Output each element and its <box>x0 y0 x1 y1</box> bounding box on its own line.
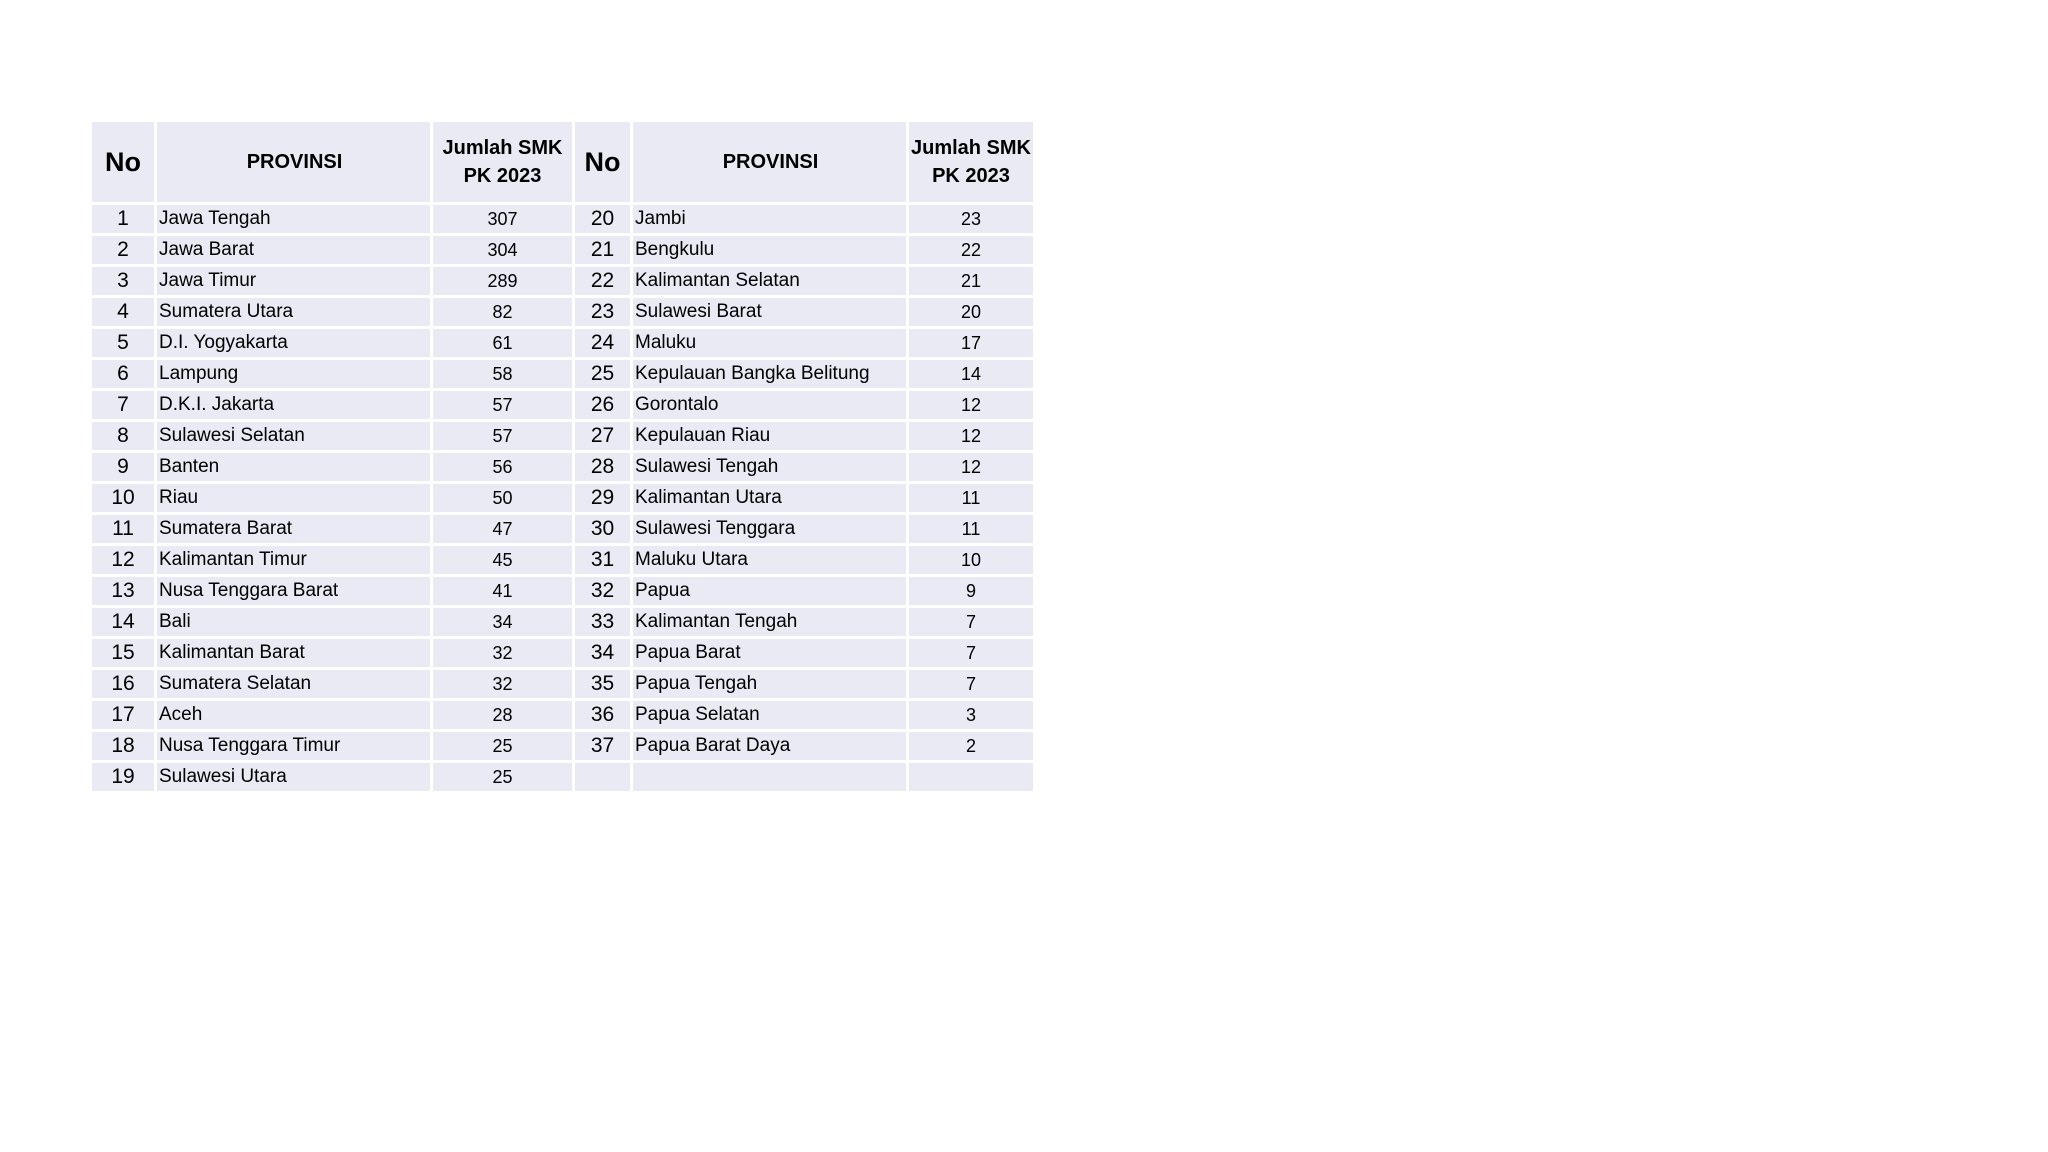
smk-count: 56 <box>433 453 572 481</box>
row-number: 28 <box>575 453 630 481</box>
table-row <box>92 267 1033 295</box>
smk-count: 7 <box>909 639 1033 667</box>
province-name <box>633 763 906 791</box>
row-number: 2 <box>92 236 154 264</box>
header-jumlah-left <box>433 122 572 202</box>
smk-count: 28 <box>433 701 572 729</box>
header-no-left: No <box>92 122 154 202</box>
row-number: 20 <box>575 205 630 233</box>
table-body <box>92 205 1033 791</box>
table-row <box>92 732 1033 760</box>
smk-count: 12 <box>909 391 1033 419</box>
row-number: 3 <box>92 267 154 295</box>
table-row <box>92 639 1033 667</box>
smk-count: 17 <box>909 329 1033 357</box>
province-name: Banten <box>157 453 430 481</box>
table-header-row <box>92 122 1033 202</box>
province-name: Sumatera Utara <box>157 298 430 326</box>
smk-count: 57 <box>433 391 572 419</box>
row-number: 8 <box>92 422 154 450</box>
province-name: Papua Selatan <box>633 701 906 729</box>
table-row <box>92 422 1033 450</box>
province-name: Kepulauan Riau <box>633 422 906 450</box>
row-number: 26 <box>575 391 630 419</box>
row-number: 19 <box>92 763 154 791</box>
table-row <box>92 577 1033 605</box>
row-number: 14 <box>92 608 154 636</box>
row-number: 15 <box>92 639 154 667</box>
header-jumlah-line1: Jumlah SMK <box>442 137 563 159</box>
province-name: Papua Barat Daya <box>633 732 906 760</box>
header-provinsi-left: PROVINSI <box>157 122 430 202</box>
row-number: 1 <box>92 205 154 233</box>
smk-count: 11 <box>909 515 1033 543</box>
smk-count: 304 <box>433 236 572 264</box>
province-name: Riau <box>157 484 430 512</box>
province-name: Kalimantan Tengah <box>633 608 906 636</box>
province-name: Sulawesi Tengah <box>633 453 906 481</box>
row-number: 31 <box>575 546 630 574</box>
row-number: 29 <box>575 484 630 512</box>
smk-count: 21 <box>909 267 1033 295</box>
row-number: 13 <box>92 577 154 605</box>
smk-count: 32 <box>433 670 572 698</box>
smk-count: 7 <box>909 608 1033 636</box>
province-name: Jawa Timur <box>157 267 430 295</box>
row-number: 7 <box>92 391 154 419</box>
smk-count <box>909 763 1033 791</box>
row-number: 17 <box>92 701 154 729</box>
province-name: Sulawesi Utara <box>157 763 430 791</box>
smk-count: 45 <box>433 546 572 574</box>
smk-count: 2 <box>909 732 1033 760</box>
table-row <box>92 360 1033 388</box>
table-row <box>92 484 1033 512</box>
table-row <box>92 329 1033 357</box>
smk-count: 7 <box>909 670 1033 698</box>
province-name: Jambi <box>633 205 906 233</box>
province-name: D.K.I. Jakarta <box>157 391 430 419</box>
province-name: Aceh <box>157 701 430 729</box>
province-name: Sulawesi Tenggara <box>633 515 906 543</box>
smk-count: 34 <box>433 608 572 636</box>
smk-count: 57 <box>433 422 572 450</box>
row-number: 32 <box>575 577 630 605</box>
row-number: 27 <box>575 422 630 450</box>
province-smk-table <box>89 119 1036 794</box>
smk-count: 23 <box>909 205 1033 233</box>
smk-count: 47 <box>433 515 572 543</box>
smk-count: 289 <box>433 267 572 295</box>
header-jumlah-line2: PK 2023 <box>932 165 1010 187</box>
smk-count: 25 <box>433 763 572 791</box>
province-name: Kalimantan Barat <box>157 639 430 667</box>
smk-count: 12 <box>909 453 1033 481</box>
smk-count: 307 <box>433 205 572 233</box>
smk-count: 58 <box>433 360 572 388</box>
row-number <box>575 763 630 791</box>
province-name: Kepulauan Bangka Belitung <box>633 360 906 388</box>
smk-count: 25 <box>433 732 572 760</box>
table-row <box>92 608 1033 636</box>
province-name: Sulawesi Barat <box>633 298 906 326</box>
row-number: 24 <box>575 329 630 357</box>
province-name: Jawa Barat <box>157 236 430 264</box>
smk-count: 14 <box>909 360 1033 388</box>
table-row <box>92 236 1033 264</box>
row-number: 16 <box>92 670 154 698</box>
province-name: Papua Tengah <box>633 670 906 698</box>
smk-count: 10 <box>909 546 1033 574</box>
table-row <box>92 701 1033 729</box>
province-name: Maluku Utara <box>633 546 906 574</box>
row-number: 10 <box>92 484 154 512</box>
province-name: Gorontalo <box>633 391 906 419</box>
table-row <box>92 546 1033 574</box>
table-row <box>92 515 1033 543</box>
province-name: D.I. Yogyakarta <box>157 329 430 357</box>
header-jumlah-right <box>909 122 1033 202</box>
province-name: Kalimantan Selatan <box>633 267 906 295</box>
province-name: Lampung <box>157 360 430 388</box>
smk-count: 82 <box>433 298 572 326</box>
smk-count: 41 <box>433 577 572 605</box>
row-number: 18 <box>92 732 154 760</box>
smk-count: 12 <box>909 422 1033 450</box>
row-number: 5 <box>92 329 154 357</box>
row-number: 30 <box>575 515 630 543</box>
header-jumlah-line2: PK 2023 <box>463 165 542 187</box>
table-row <box>92 670 1033 698</box>
province-name: Papua <box>633 577 906 605</box>
row-number: 23 <box>575 298 630 326</box>
table-row <box>92 205 1033 233</box>
smk-count: 11 <box>909 484 1033 512</box>
smk-count: 20 <box>909 298 1033 326</box>
row-number: 9 <box>92 453 154 481</box>
province-name: Sulawesi Selatan <box>157 422 430 450</box>
header-jumlah-line1: Jumlah SMK <box>910 137 1032 159</box>
province-name: Sumatera Barat <box>157 515 430 543</box>
row-number: 11 <box>92 515 154 543</box>
table-row <box>92 453 1033 481</box>
header-provinsi-right: PROVINSI <box>633 122 906 202</box>
province-name: Nusa Tenggara Timur <box>157 732 430 760</box>
province-name: Papua Barat <box>633 639 906 667</box>
table-row <box>92 298 1033 326</box>
province-name: Sumatera Selatan <box>157 670 430 698</box>
row-number: 37 <box>575 732 630 760</box>
province-name: Nusa Tenggara Barat <box>157 577 430 605</box>
row-number: 35 <box>575 670 630 698</box>
header-no-right: No <box>575 122 630 202</box>
smk-count: 9 <box>909 577 1033 605</box>
province-name: Jawa Tengah <box>157 205 430 233</box>
table-row <box>92 763 1033 791</box>
row-number: 6 <box>92 360 154 388</box>
row-number: 21 <box>575 236 630 264</box>
row-number: 34 <box>575 639 630 667</box>
province-name: Kalimantan Utara <box>633 484 906 512</box>
province-name: Kalimantan Timur <box>157 546 430 574</box>
row-number: 36 <box>575 701 630 729</box>
row-number: 33 <box>575 608 630 636</box>
province-name: Maluku <box>633 329 906 357</box>
row-number: 22 <box>575 267 630 295</box>
row-number: 25 <box>575 360 630 388</box>
province-name: Bengkulu <box>633 236 906 264</box>
row-number: 12 <box>92 546 154 574</box>
smk-count: 61 <box>433 329 572 357</box>
smk-count: 22 <box>909 236 1033 264</box>
smk-count: 50 <box>433 484 572 512</box>
table-row <box>92 391 1033 419</box>
row-number: 4 <box>92 298 154 326</box>
smk-count: 32 <box>433 639 572 667</box>
smk-count: 3 <box>909 701 1033 729</box>
province-name: Bali <box>157 608 430 636</box>
